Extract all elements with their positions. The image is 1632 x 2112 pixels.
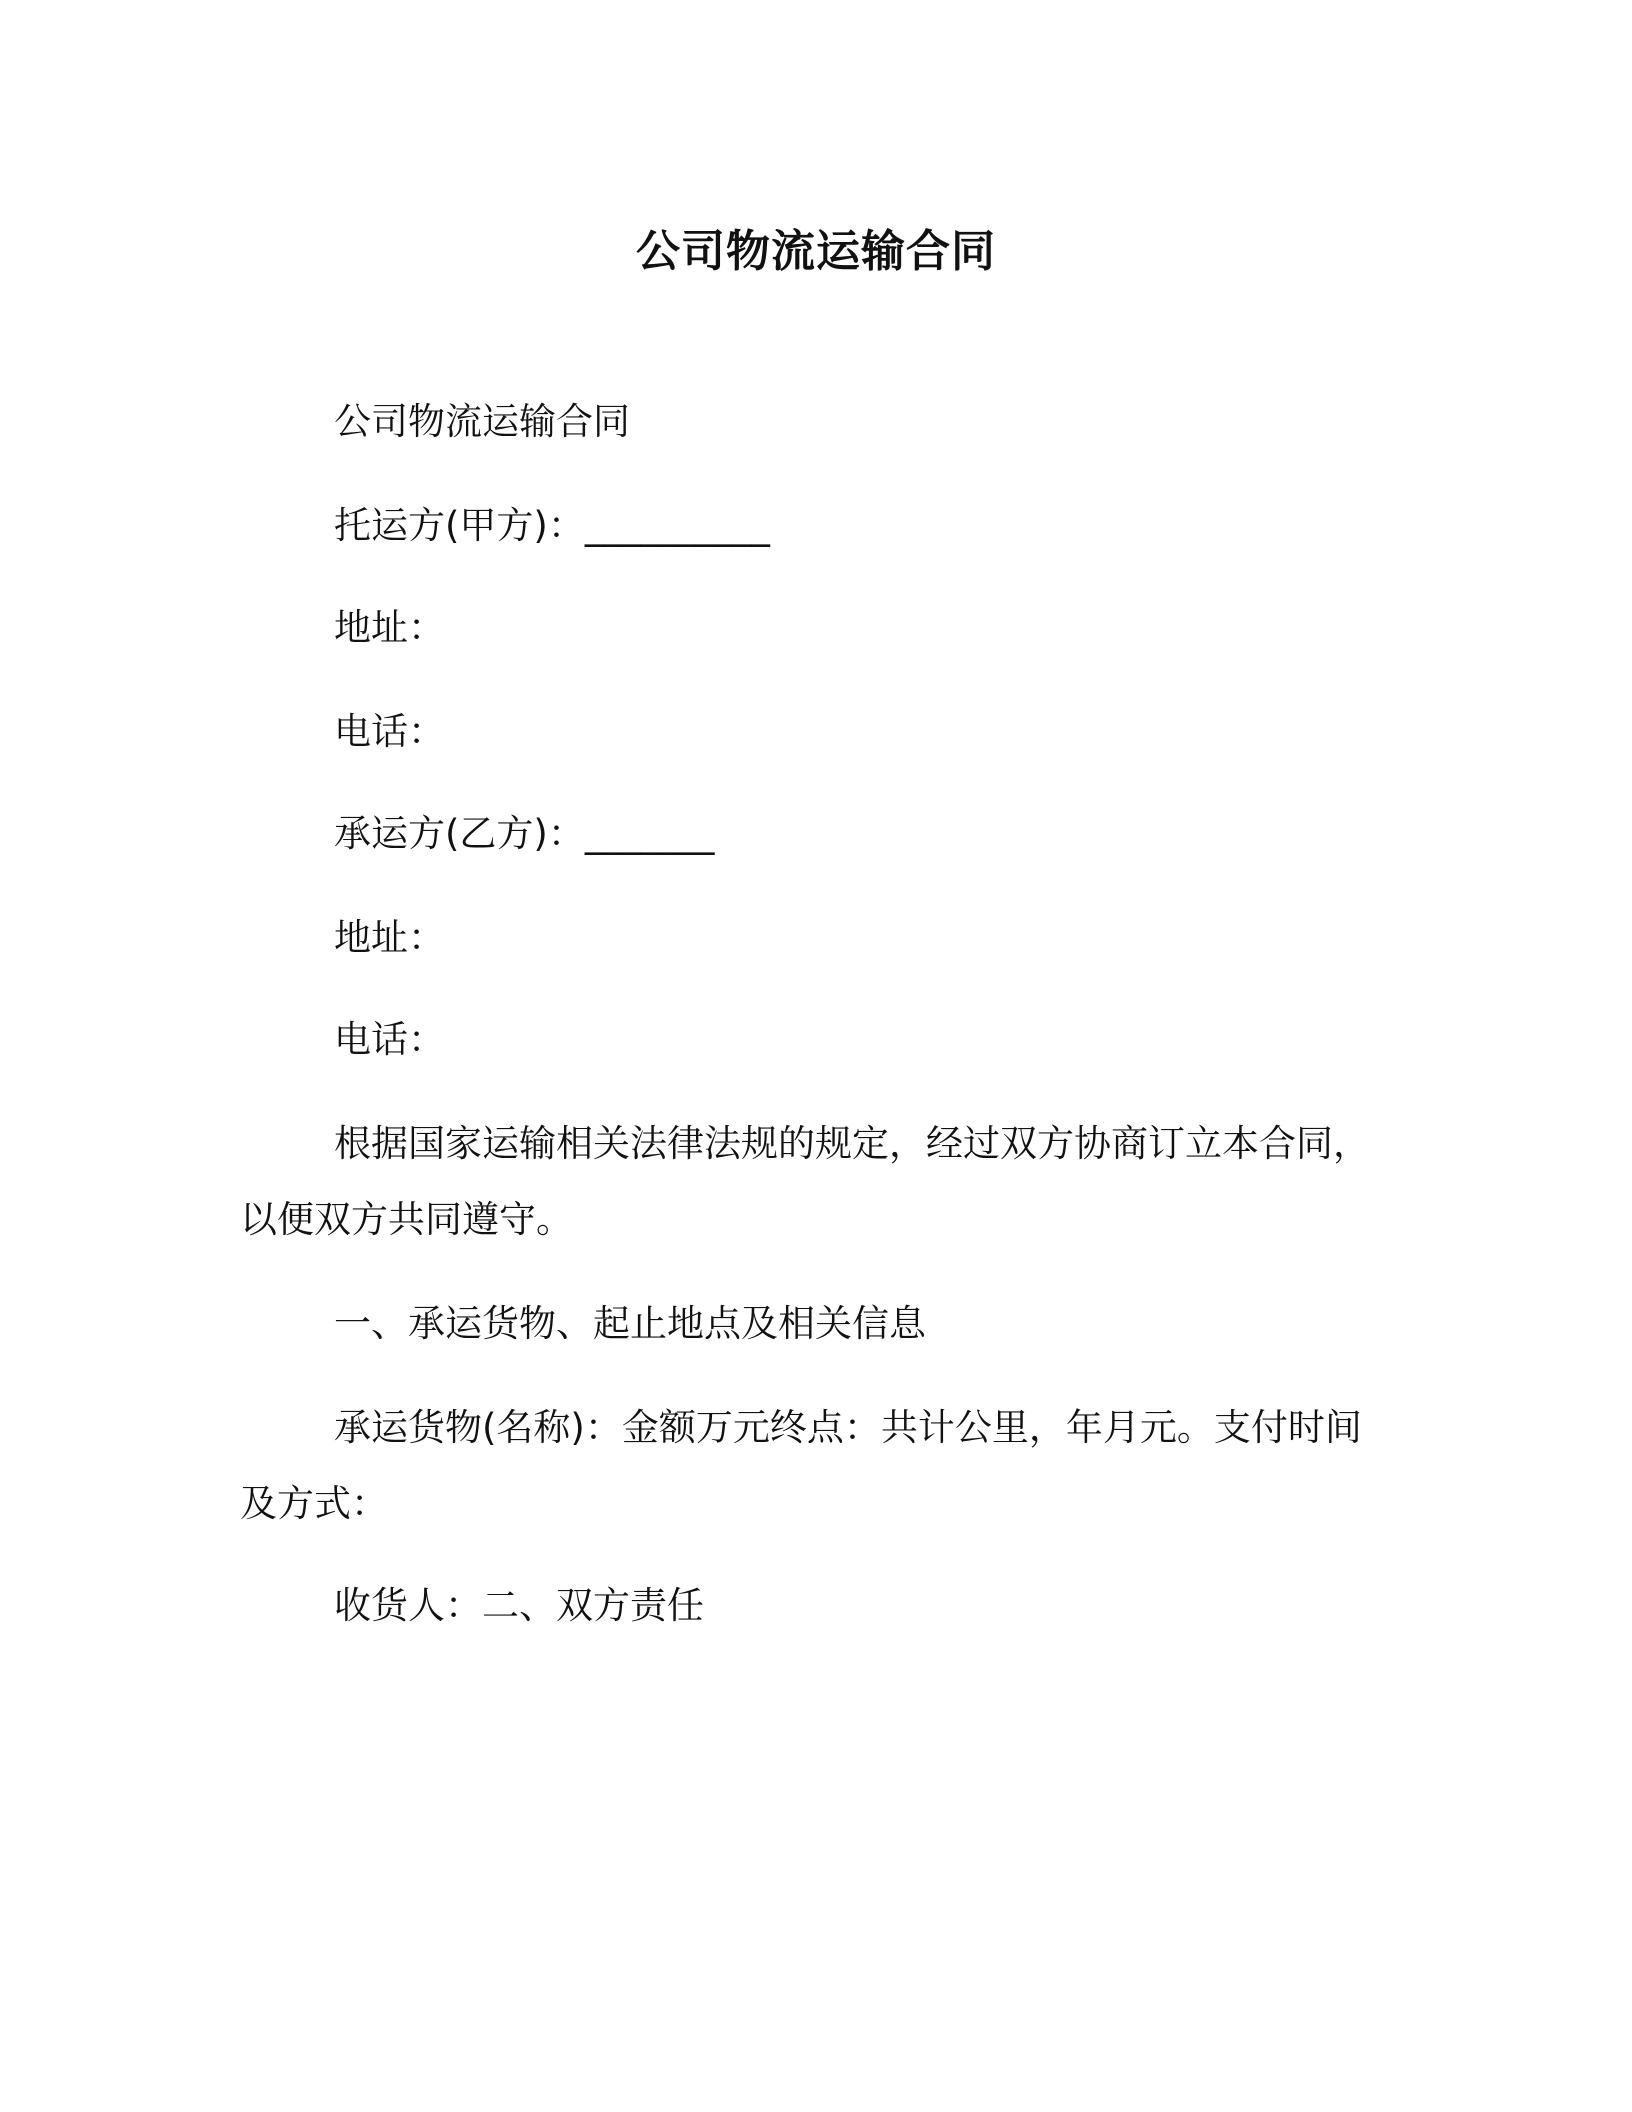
preamble-line-2: 以便双方共同遵守。 bbox=[240, 1198, 573, 1241]
party-b-label: 承运方(乙方)：_______ bbox=[334, 812, 715, 855]
party-b-phone: 电话： bbox=[334, 1018, 445, 1061]
party-a-label: 托运方(甲方)：__________ bbox=[334, 504, 770, 547]
contract-subtitle: 公司物流运输合同 bbox=[334, 400, 630, 443]
section-1-heading: 一、承运货物、起止地点及相关信息 bbox=[334, 1302, 926, 1345]
preamble-line-1: 根据国家运输相关法律法规的规定，经过双方协商订立本合同， bbox=[334, 1122, 1370, 1165]
section-1-line-2: 及方式： bbox=[240, 1482, 388, 1525]
document-title: 公司物流运输合同 bbox=[636, 226, 996, 277]
party-b-address: 地址： bbox=[334, 916, 445, 959]
section-1-line-3: 收货人：二、双方责任 bbox=[334, 1584, 704, 1627]
party-a-address: 地址： bbox=[334, 606, 445, 649]
section-1-line-1: 承运货物(名称)：金额万元终点：共计公里，年月元。支付时间 bbox=[334, 1406, 1362, 1449]
party-a-phone: 电话： bbox=[334, 710, 445, 753]
